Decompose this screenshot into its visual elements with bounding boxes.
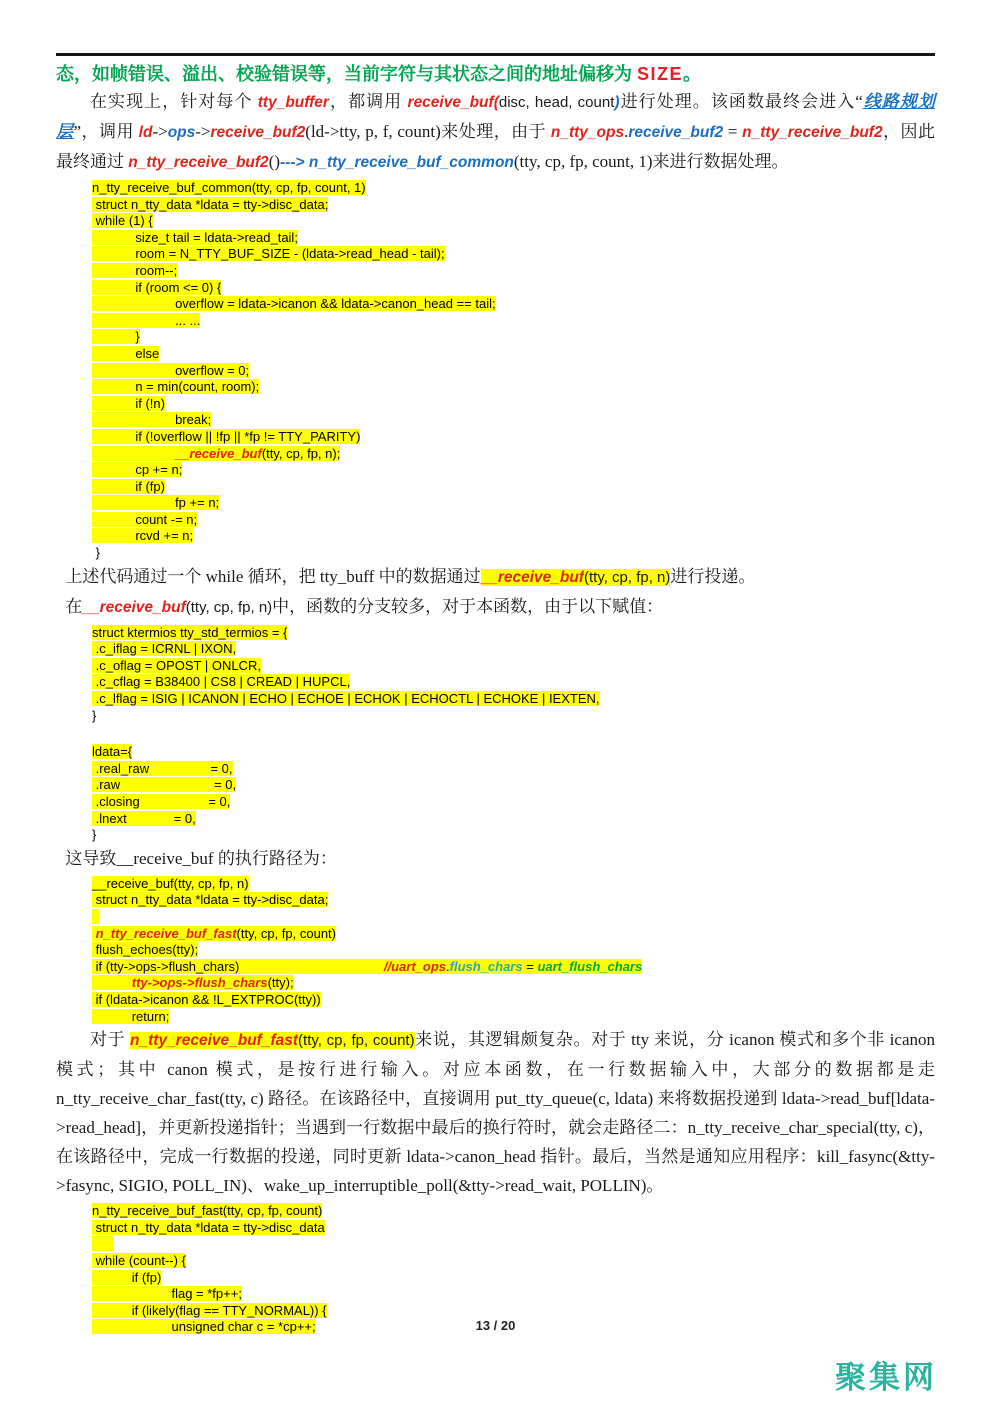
code-line-text [92,975,294,990]
text-segment: 在 [65,596,83,616]
text-segment: n_tty_receive_buf_common [304,154,514,171]
code-line [92,691,935,708]
code-line-text [92,942,198,957]
code-line-text [92,412,211,427]
text-segment: ) [614,94,620,111]
code-line-text [92,180,366,195]
text-segment: break; [92,412,212,428]
code-block-n-tty-receive-buf-common [92,180,935,562]
text-segment: 这导致__receive_buf 的执行路径为： [65,848,337,868]
text-segment: -> [152,122,168,141]
text-segment: .c_oflag = OPOST | ONLCR, [92,657,261,673]
code-line-text [92,691,600,706]
text-segment: (tty, cp, fp, n) [583,568,671,586]
text-segment: __receive_buf(tty, cp, fp, n) [92,875,249,891]
text-segment: ---> [280,154,305,171]
code-line [92,363,935,380]
text-segment: ”，调用 [73,122,139,141]
code-line [92,909,935,926]
code-line-text [92,744,132,759]
code-line-text [92,641,236,656]
text-segment: uart_flush_chars [537,958,643,974]
text-segment: (tty, cp, fp, n) [185,598,273,616]
code-line-text [92,197,328,212]
text-segment: n_tty_receive_buf_fast(tty, cp, fp, count) [92,1203,323,1219]
code-line-text [92,708,96,723]
code-line-text [92,625,287,640]
code-line [92,641,935,658]
text-segment: (tty, cp, fp, count) [236,925,336,941]
code-line-text [92,876,249,891]
text-segment: __receive_buf [175,445,262,461]
text-segment: flush_echoes(tty); [92,942,199,958]
text-segment: struct n_tty_data *ldata = tty->disc_data [92,1219,325,1235]
text-segment [92,975,132,990]
text-segment: if (!overflow || !fp || *fp != TTY_PARITY) [92,428,361,444]
text-segment: n_tty_receive_buf_fast [95,925,237,941]
text-segment: fp += n; [92,495,220,511]
page-content [0,53,991,1336]
blank-line [56,724,935,741]
text-segment: 对于 [90,1030,131,1050]
text-segment: ld [138,124,153,141]
text-segment: .c_lflag = ISIG | ICANON | ECHO | ECHOE | ECHOK | ECHOCTL | ECHOKE | IEXTEN, [92,691,600,707]
text-segment: __receive_buf [82,598,186,616]
code-line [92,827,935,844]
text-segment: receive_buf( [407,94,499,111]
code-line-text [92,512,197,527]
code-line [92,396,935,413]
text-segment: if (ldata->icanon && !L_EXTPROC(tty)) [92,991,321,1007]
text-segment: // [383,958,392,974]
text-segment: ，因此最终通过 [56,122,936,171]
code-line-text [92,827,96,842]
text-segment: unsigned char c = *cp++; [92,1319,316,1335]
text-segment: = [723,122,743,141]
text-segment: while (count--) { [92,1252,186,1268]
top-divider [56,53,935,56]
code-line [92,942,935,959]
section-heading [56,61,935,87]
text-segment: 进行处理。该函数最终会进入“ [619,92,863,111]
code-line [92,495,935,512]
code-line [92,230,935,247]
code-line-text [92,926,336,941]
code-line [92,429,935,446]
code-line [92,512,935,529]
code-line-text [92,1303,327,1318]
code-line [92,180,935,197]
code-line-text [92,761,233,776]
text-segment: .c_cflag = B38400 | CS8 | CREAD | HUPCL, [92,674,351,690]
text-segment: count -= n; [92,511,198,527]
text-segment: else [92,345,160,361]
code-line-text [92,363,249,378]
site-watermark: 聚集网 [835,1360,937,1395]
code-line-text [92,296,496,311]
text-segment: 上述代码通过一个 while 循环，把 tty_buff 中的数据通过 [65,566,481,586]
code-line [92,213,935,230]
text-segment: n_tty_ops [550,124,625,141]
text-segment: return; [92,1008,170,1024]
text-segment: __receive_buf [480,568,584,586]
text-segment: .lnext = 0, [92,810,196,826]
text-segment: tty_buffer [257,94,329,111]
text-segment: (tty, cp, fp, count, 1)来进行数据处理。 [513,152,789,171]
text-segment: ops [167,124,196,141]
paragraph-execution-path [56,844,935,873]
code-line [92,876,935,893]
text-segment: disc, head, count [498,94,615,111]
code-line [92,708,935,725]
text-segment: (tty, cp, fp, n); [261,445,341,461]
code-line-text [92,462,182,477]
text-segment: n_tty_receive_buf2 [128,154,269,171]
text-segment: struct n_tty_data *ldata = tty->disc_data; [92,196,329,212]
code-line-text [92,429,360,444]
text-segment: flag = *fp++; [92,1286,242,1302]
text-segment: 。 [683,64,702,84]
text-segment: n_tty_receive_buf_common(tty, cp, fp, count, 1) [92,180,366,195]
code-line-text [92,329,140,344]
code-line [92,329,935,346]
code-block-receive-buf-path [92,876,935,1025]
code-line [92,263,935,280]
text-segment: ... ... [92,312,201,328]
code-line-text [92,959,642,974]
text-segment: struct n_tty_data *ldata = tty->disc_data; [92,892,329,908]
code-line [92,794,935,811]
code-line-text [92,263,177,278]
code-line [92,313,935,330]
text-segment: overflow = 0; [92,362,250,378]
code-line [92,412,935,429]
text-segment: uart_ops [391,958,446,974]
code-line [92,446,935,463]
code-line-text [92,495,219,510]
code-line-text [92,1220,325,1235]
code-line-text [92,230,298,245]
text-segment: .c_iflag = ICRNL | IXON, [92,641,237,657]
text-segment: struct ktermios tty_std_termios = { [92,624,288,640]
text-segment [92,909,99,924]
code-line-text [92,446,340,461]
code-line-text [92,1270,161,1285]
paragraph-buf-fast-logic [56,1025,935,1200]
code-line-text [92,1253,186,1268]
text-segment [92,446,175,461]
code-line [92,992,935,1009]
paragraph-while-loop-note [56,562,935,592]
code-line-text [92,909,99,924]
text-segment: n_tty_receive_buf_fast [130,1032,299,1050]
text-segment: n = min(count, room); [92,379,260,395]
text-segment: 在实现上，针对每个 [90,92,258,111]
text-segment: ldata={ [92,744,133,760]
code-block-ldata-init [92,744,935,844]
code-line [92,975,935,992]
text-segment: () [268,152,281,171]
code-line [92,658,935,675]
paragraph-receive-buf-branches [56,592,935,622]
text-segment: ，都调用 [328,92,408,111]
text-segment: if (room <= 0) { [92,279,222,295]
text-segment: receive_buf2 [210,124,306,141]
code-line [92,761,935,778]
code-block-tty-std-termios [92,625,935,725]
text-segment: . [624,122,629,141]
paragraph-receive-buf-overview [56,87,935,177]
text-segment: if (fp) [92,478,165,494]
code-line [92,379,935,396]
text-segment: 来说，其逻辑颇复杂。对于 tty 来说，分 icanon 模式和多个非 icanon 模式；其中 canon 模式，是按行进行输入。对应本函数，在一行数据输入中，大部分的数据都是走 n_tty_receive_char_fast(tty, c) 路径。在该路径中，直接调用 put_tty_queue(c, ldata) 来将数据投递到 ldata->read_buf[ldata->read_head]，并更新投递指针；当遇到一行数据中最后的换行符时，就会走路径二：n_tty_receive_char_special(tty, c)，在该路径中，完成一行数据的投递，同时更新 ldata->canon_head 指针。最后，当然是通知应用程序：kill_fasync(&tty->fasync, SIGIO, POLL_IN)、wake_up_interruptible_poll(&tty->read_wait, POLLIN)。 [56,1030,936,1196]
code-line-text [92,313,200,328]
code-line-text [92,346,159,361]
code-line [92,674,935,691]
code-block-n-tty-receive-buf-fast [92,1203,935,1336]
code-line [92,1286,935,1303]
code-line [92,462,935,479]
code-line-text [92,213,153,228]
text-segment: .raw = 0, [92,777,237,793]
code-line [92,926,935,943]
text-segment: room = N_TTY_BUF_SIZE - (ldata->read_head - tail); [92,246,445,262]
code-line [92,545,935,562]
text-segment: . [446,958,450,974]
text-segment: size_t tail = ldata->read_tail; [92,229,298,245]
text-segment: } [92,329,140,345]
text-segment: -> [195,122,211,141]
code-line [92,959,935,976]
code-line-text [92,1009,169,1024]
text-segment: (tty); [267,975,294,991]
text-segment: cp += n; [92,462,183,478]
code-line-text [92,379,259,394]
code-line-text [92,1286,242,1301]
code-line-text [92,246,445,261]
code-line-text [92,811,196,826]
code-line-text [92,479,165,494]
text-segment: if (fp) [92,1269,162,1285]
code-line [92,280,935,297]
page-number: 13 / 20 [475,1318,516,1333]
code-line [92,811,935,828]
code-line [92,1303,935,1320]
text-segment: if (likely(flag == TTY_NORMAL)) { [92,1302,327,1318]
text-segment: } [92,827,97,843]
text-segment [92,1236,114,1251]
text-segment: .real_raw = 0, [92,760,233,776]
code-line [92,246,935,263]
code-line-text [92,1203,322,1218]
code-line [92,1236,935,1253]
text-segment: 态，如帧错误、溢出、校验错误等，当前字符与其状态之间的地址偏移为 [56,64,637,84]
text-segment: overflow = ldata->icanon && ldata->canon_head == tail; [92,296,496,312]
code-line [92,1203,935,1220]
code-line [92,528,935,545]
code-line-text [92,396,165,411]
code-line [92,1253,935,1270]
text-segment: 进行投递。 [670,566,756,586]
text-segment: rcvd += n; [92,528,194,544]
text-segment: flush_chars [449,958,523,974]
code-line-text [92,892,328,907]
text-segment: } [92,545,100,561]
code-line-text [92,545,100,560]
text-segment: if (!n) [92,395,165,411]
code-line-text [92,1236,114,1251]
text-segment: receive_buf2 [628,124,724,141]
text-segment: if (tty->ops->flush_chars) [92,958,384,974]
code-line-text [92,280,221,295]
text-segment: tty->ops->flush_chars [131,975,268,991]
code-line-text [92,992,321,1007]
code-line-text [92,658,261,673]
text-segment: (tty, cp, fp, count) [298,1032,415,1050]
text-segment: while (1) { [92,213,153,229]
text-segment: room--; [92,262,178,278]
text-segment: SIZE [637,64,684,84]
code-line [92,479,935,496]
code-line [92,1270,935,1287]
code-line [92,346,935,363]
code-line-text [92,777,236,792]
hyperlink-line-discipline-layer[interactable]: 线路规划层 [56,92,936,141]
code-line [92,892,935,909]
code-line [92,197,935,214]
code-line-text [92,674,350,689]
text-segment: 中，函数的分支较多，对于本函数，由于以下赋值： [272,596,664,616]
code-line-text [92,794,230,809]
code-line [92,625,935,642]
code-line-text [92,528,193,543]
code-line [92,1009,935,1026]
code-line [92,744,935,761]
text-segment: .closing = 0, [92,794,231,809]
text-segment: = [522,958,538,974]
code-line [92,296,935,313]
text-segment: n_tty_receive_buf2 [742,124,883,141]
text-segment: } [92,707,97,723]
code-line [92,777,935,794]
text-segment: (ld->tty, p, f, count)来处理，由于 [305,122,551,141]
code-line [92,1220,935,1237]
